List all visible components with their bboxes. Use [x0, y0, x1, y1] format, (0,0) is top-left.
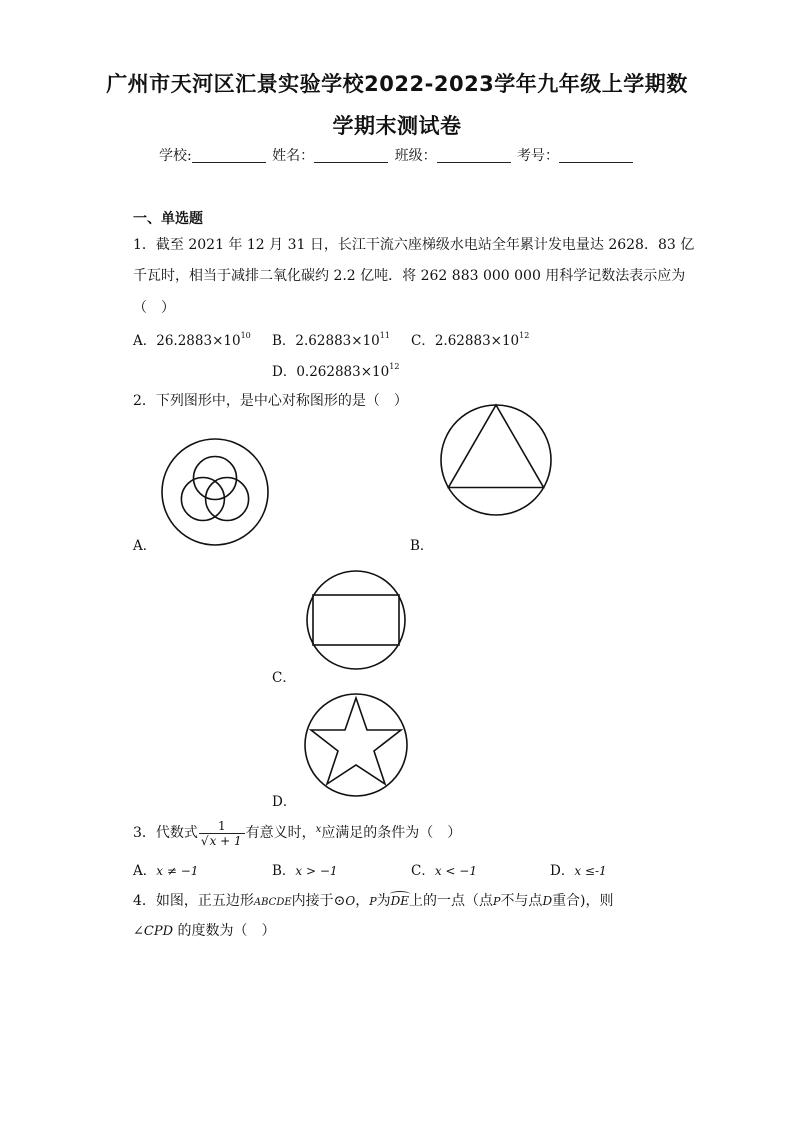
q3-option-c-label: C．: [411, 863, 435, 879]
q2-option-c-label[interactable]: C．: [272, 670, 296, 686]
q1-option-b-base: B．2.62883×10: [272, 333, 380, 349]
q4-angle: ∠CPD: [133, 924, 174, 939]
q4-text-4: 为: [376, 893, 391, 909]
q1-line3: （ ）: [133, 300, 175, 316]
q3-option-c[interactable]: [411, 859, 477, 879]
name-blank[interactable]: [314, 148, 388, 163]
q4-point-p2: P: [493, 895, 501, 908]
q3-radicand: x + 1: [209, 833, 242, 848]
q1-option-c-base: C．2.62883×10: [411, 333, 520, 349]
q3-fraction-numerator: 1: [217, 818, 226, 833]
class-label: 班级：: [394, 148, 437, 164]
q1-option-d-exponent: 12: [389, 362, 400, 371]
school-label: 学校:: [158, 148, 192, 164]
q3-option-a-label: A．: [133, 863, 157, 879]
q4-pentagon-name: ABCDE: [253, 897, 292, 908]
exam-number-blank[interactable]: [559, 148, 633, 163]
q3-fraction: [199, 819, 245, 848]
q2-stem: 2．下列图形中，是中心对称图形的是（ ）: [133, 393, 408, 409]
school-blank[interactable]: [192, 148, 266, 163]
q4-circle-name: O: [345, 894, 356, 908]
q4-text-5: 上的一点（点: [409, 893, 494, 909]
figure-c-rectangle-icon[interactable]: [306, 570, 406, 670]
q4-text-6: 不与点: [500, 893, 543, 909]
q3-variable: x: [315, 824, 322, 835]
q3-stem: [133, 813, 461, 847]
q4-text-2: 内接于⊙: [291, 893, 346, 909]
q1-option-d-base: D．0.262883×10: [272, 364, 390, 380]
figure-d-star-icon[interactable]: [304, 693, 408, 797]
q4-line1: [133, 890, 614, 910]
q2-option-b-label[interactable]: B．: [410, 538, 434, 554]
q1-option-b-exponent: 11: [379, 331, 390, 340]
q4-arc-de: DE: [390, 894, 410, 908]
q1-option-a-base: A．26.2883×10: [133, 333, 241, 349]
q3-fraction-denominator: √x + 1: [199, 833, 245, 848]
q1-option-a-exponent: 10: [240, 331, 251, 340]
q3-option-c-math: x < −1: [434, 864, 477, 878]
page-title-line1: 广州市天河区汇景实验学校2022-2023学年九年级上学期数: [106, 72, 688, 96]
q3-suffix: 应满足的条件为（ ）: [321, 825, 462, 841]
q1-option-b[interactable]: [272, 329, 390, 349]
q4-text-7: 重合)，则: [552, 893, 614, 909]
q2-option-a-label[interactable]: A．: [133, 538, 157, 554]
q3-option-b-label: B．: [272, 863, 296, 879]
exam-number-label: 考号：: [517, 148, 560, 164]
q3-prefix: 3．代数式: [133, 825, 198, 841]
q3-option-d-math: x ≤-1: [574, 864, 607, 878]
q1-line2: 千瓦时，相当于减排二氧化碳约 2.2 亿吨．将 262 883 000 000 用科学记数法表示应为: [133, 268, 686, 284]
q2-option-d-label[interactable]: D．: [272, 794, 297, 810]
q3-option-b[interactable]: [272, 859, 338, 879]
q3-option-d-label: D．: [550, 863, 575, 879]
q3-option-d[interactable]: [550, 859, 607, 879]
name-label: 姓名：: [272, 148, 315, 164]
q4-line2: [133, 920, 275, 940]
q1-option-a[interactable]: [133, 329, 251, 349]
q3-option-a-math: x ≠ −1: [156, 864, 199, 878]
q3-suffix-mid: 有意义时，: [245, 825, 316, 841]
q4-text-3: ，: [355, 893, 370, 909]
class-blank[interactable]: [437, 148, 511, 163]
q4-point-d: D: [542, 894, 553, 908]
q1-option-d[interactable]: [272, 360, 399, 380]
q1-option-c[interactable]: [411, 329, 529, 349]
q4-text-8: 的度数为（ ）: [173, 923, 276, 939]
figure-b-triangle-icon[interactable]: [440, 404, 552, 516]
q3-option-a[interactable]: [133, 859, 198, 879]
q1-option-c-exponent: 12: [519, 331, 530, 340]
q4-point-p: P: [369, 895, 377, 908]
q1-line1: 1．截至 2021 年 12 月 31 日，长江干流六座梯级水电站全年累计发电量达 2628．83 亿: [133, 237, 695, 253]
q3-option-b-math: x > −1: [295, 864, 338, 878]
page-title-line2: 学期末测试卷: [332, 114, 462, 138]
student-info-row: [0, 145, 794, 165]
q4-text-1: 4．如图，正五边形: [133, 893, 254, 909]
figure-a-three-arcs-icon[interactable]: [160, 437, 270, 547]
section-title: 一、单选题: [133, 211, 203, 227]
